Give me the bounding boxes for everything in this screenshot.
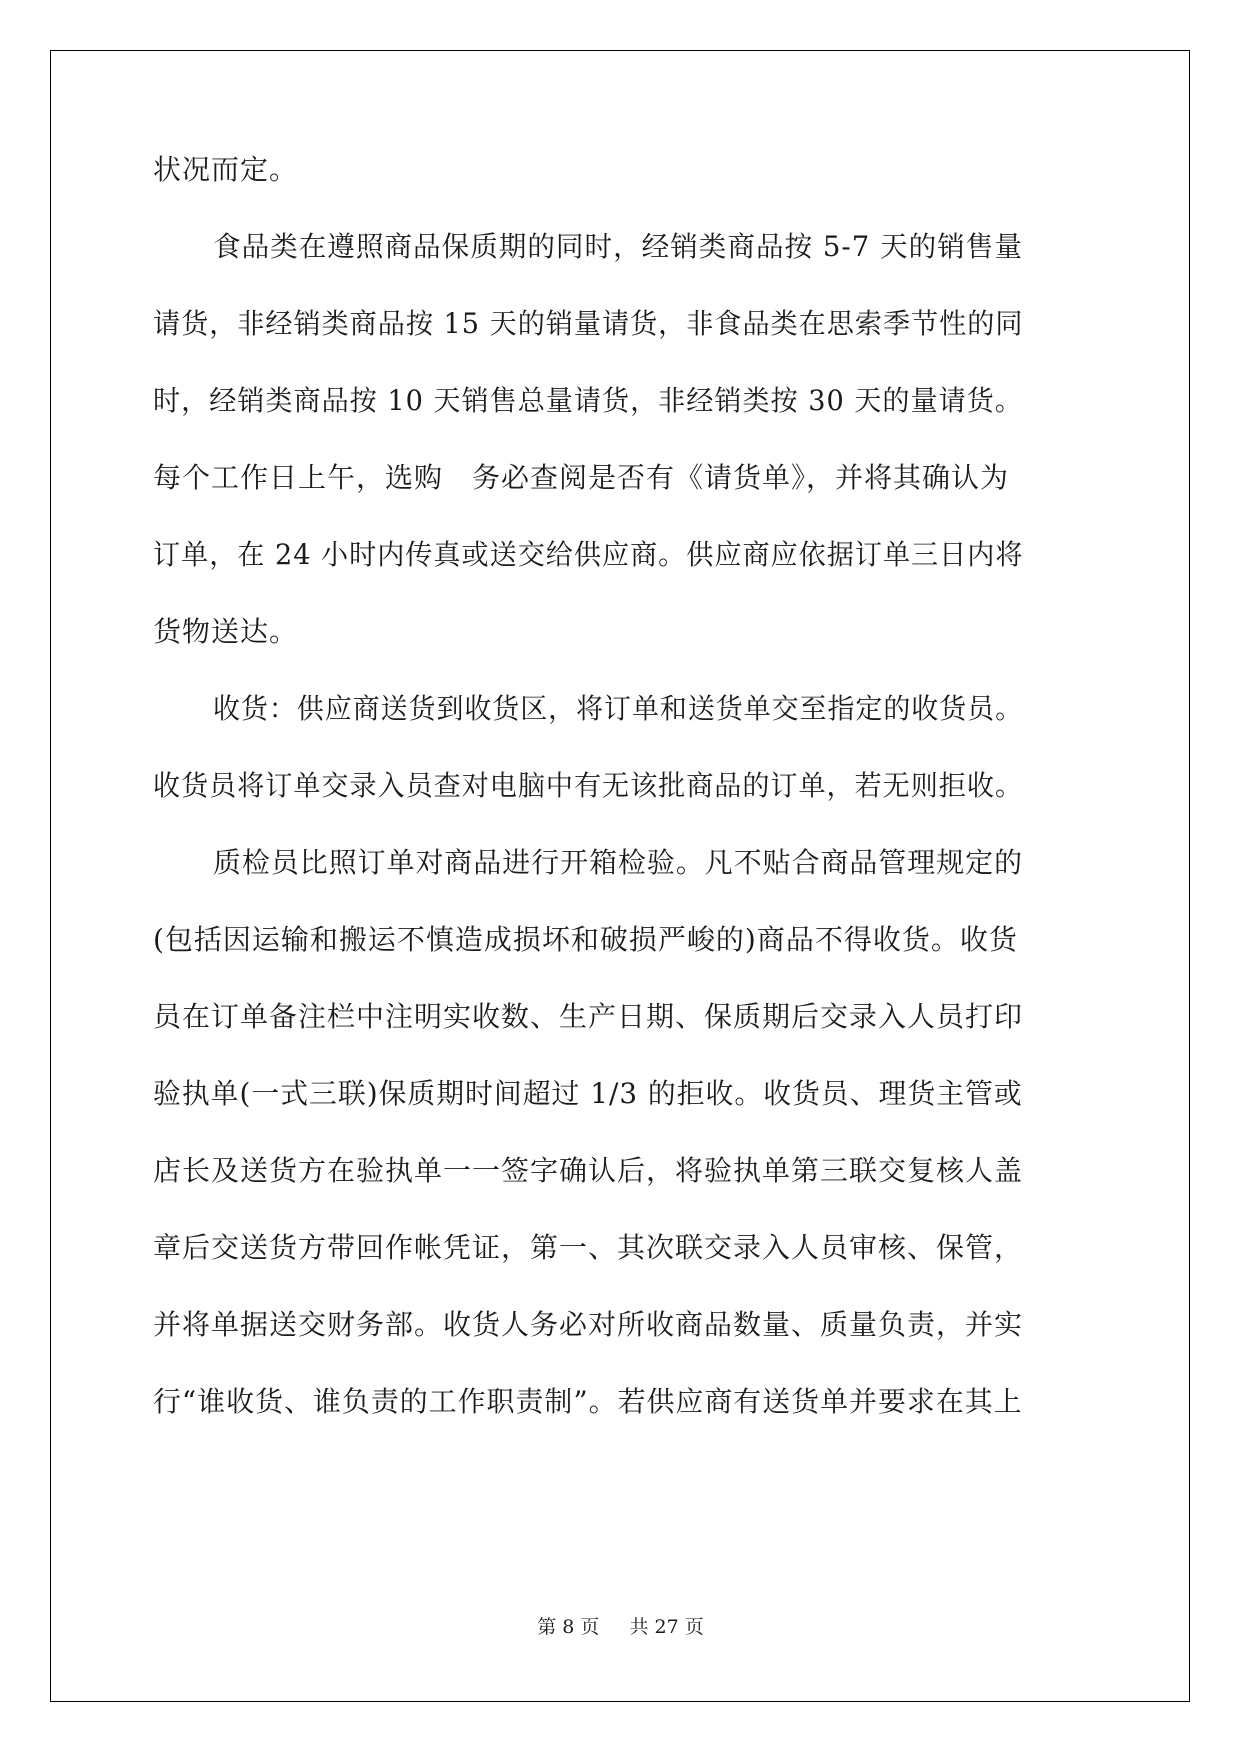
text-line: 质检员比照订单对商品进行开箱检验。凡不贴合商品管理规定的 <box>213 846 1024 879</box>
text-line: 每个工作日上午，选购 务必查阅是否有《请货单》，并将其确认为 <box>153 461 1010 494</box>
text-line: 收货：供应商送货到收货区，将订单和送货单交至指定的收货员。 <box>213 692 1024 725</box>
text-line: 店长及送货方在验执单一一签字确认后，将验执单第三联交复核人盖 <box>153 1154 1024 1187</box>
text-line: 货物送达。 <box>153 615 299 648</box>
page-footer <box>0 1612 1241 1639</box>
text-line: 状况而定。 <box>153 153 299 186</box>
text-line: 时，经销类商品按 10 天销售总量请货，非经销类按 30 天的量请货。 <box>153 384 1023 417</box>
text-line: 行“谁收货、谁负责的工作职责制”。若供应商有送货单并要求在其上 <box>153 1385 1023 1418</box>
text-line: 请货，非经销类商品按 15 天的销量请货，非食品类在思索季节性的同 <box>153 307 1024 340</box>
text-line: 收货员将订单交录入员查对电脑中有无该批商品的订单，若无则拒收。 <box>153 769 1024 802</box>
text-line: 订单，在 24 小时内传真或送交给供应商。供应商应依据订单三日内将 <box>153 538 1024 571</box>
text-line: 并将单据送交财务部。收货人务必对所收商品数量、质量负责，并实 <box>153 1308 1024 1341</box>
total-pages: 共 27 页 <box>629 1616 704 1638</box>
text-line: 验执单(一式三联)保质期时间超过 1/3 的拒收。收货员、理货主管或 <box>153 1077 1023 1110</box>
page-number: 第 8 页 <box>537 1616 600 1638</box>
text-line: 员在订单备注栏中注明实收数、生产日期、保质期后交录入人员打印 <box>153 1000 1024 1033</box>
text-line: 食品类在遵照商品保质期的同时，经销类商品按 5-7 天的销售量 <box>213 230 1023 263</box>
text-line: (包括因运输和搬运不慎造成损坏和破损严峻的)商品不得收货。收货 <box>153 923 1018 956</box>
text-line: 章后交送货方带回作帐凭证，第一、其次联交录入人员审核、保管， <box>153 1231 1024 1264</box>
